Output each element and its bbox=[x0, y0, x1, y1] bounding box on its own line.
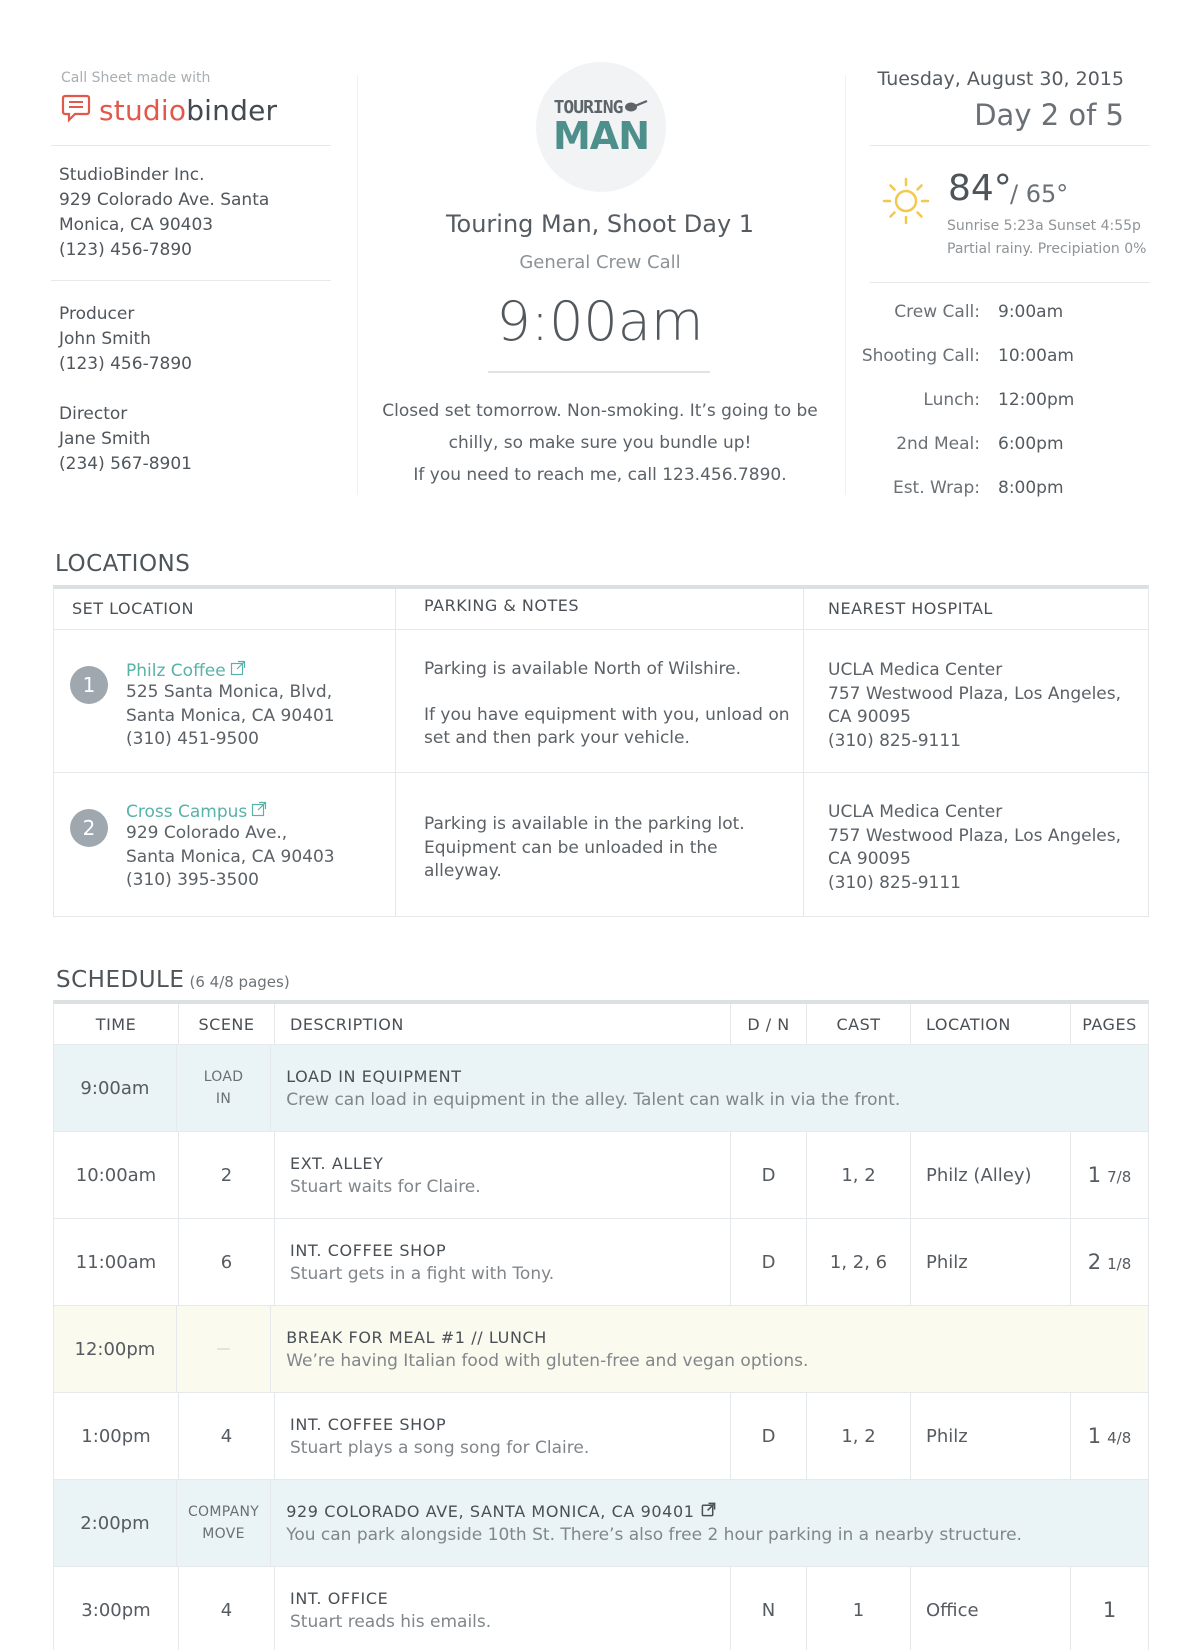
schedule-row bbox=[54, 1567, 1148, 1650]
company-name: StudioBinder Inc. bbox=[59, 165, 205, 185]
location-link[interactable] bbox=[126, 660, 335, 681]
locations-table bbox=[53, 585, 1149, 917]
row-cast: 1, 2, 6 bbox=[807, 1219, 911, 1305]
hospital-phone: (310) 825-9111 bbox=[828, 730, 961, 751]
scene-label: COMPANY bbox=[187, 1504, 260, 1520]
header-day-night: D / N bbox=[731, 1004, 807, 1044]
call-time-label: Lunch: bbox=[923, 390, 980, 410]
location-address: 525 Santa Monica, Blvd, bbox=[126, 682, 333, 702]
location-number-badge: 1 bbox=[70, 666, 108, 704]
pages-fraction: 4/8 bbox=[1107, 1429, 1132, 1447]
header-description: DESCRIPTION bbox=[275, 1004, 731, 1044]
row-scene bbox=[177, 1480, 271, 1566]
header-parking-notes: PARKING & NOTES bbox=[396, 589, 804, 629]
row-time: 12:00pm bbox=[54, 1306, 177, 1392]
hospital-phone: (310) 825-9111 bbox=[828, 872, 961, 893]
row-description bbox=[271, 1045, 1148, 1131]
description-title: INT. COFFEE SHOP bbox=[290, 1240, 447, 1260]
row-scene: 6 bbox=[179, 1219, 275, 1305]
call-time-label: Shooting Call: bbox=[861, 346, 980, 366]
hospital-address: CA 90095 bbox=[828, 707, 911, 727]
row-time: 11:00am bbox=[54, 1219, 179, 1305]
weather-forecast: Partial rainy. Precipiation 0% bbox=[947, 241, 1147, 257]
header-pages: PAGES bbox=[1082, 1014, 1137, 1034]
location-address: 929 Colorado Ave., bbox=[126, 823, 288, 843]
pages-fraction: 7/8 bbox=[1107, 1168, 1132, 1186]
divider bbox=[51, 280, 331, 281]
parking-note: Equipment can be unloaded in the bbox=[424, 837, 718, 858]
schedule-page-count: (6 4/8 pages) bbox=[189, 973, 290, 991]
row-location: Office bbox=[911, 1567, 1071, 1650]
row-location: Philz (Alley) bbox=[911, 1132, 1071, 1218]
header-cast: CAST bbox=[807, 1004, 911, 1044]
nearest-hospital-cell bbox=[804, 773, 1148, 916]
parking-note: set and then park your vehicle. bbox=[424, 728, 690, 748]
location-address: Santa Monica, CA 90403 bbox=[126, 846, 335, 867]
general-crew-call-label: General Crew Call bbox=[519, 252, 681, 273]
shoot-date: Tuesday, August 30, 2015 bbox=[877, 68, 1124, 90]
note-line: If you need to reach me, call 123.456.7890. bbox=[413, 465, 787, 485]
director-role: Director bbox=[59, 404, 128, 424]
pages-whole: 1 bbox=[1087, 1424, 1102, 1448]
parking-note: Parking is available in the parking lot. bbox=[424, 814, 745, 834]
studiobinder-logo[interactable] bbox=[61, 93, 277, 127]
scene-label: MOVE bbox=[202, 1526, 245, 1542]
locations-header-row bbox=[54, 589, 1148, 630]
call-time-row bbox=[860, 434, 1150, 478]
parking-note: Parking is available North of Wilshire. bbox=[424, 659, 742, 679]
call-time-label: Est. Wrap: bbox=[892, 478, 980, 498]
parking-note: If you have equipment with you, unload on bbox=[424, 704, 790, 725]
location-number-badge: 2 bbox=[70, 809, 108, 847]
row-description bbox=[271, 1306, 1148, 1392]
row-scene bbox=[177, 1045, 271, 1131]
divider bbox=[488, 371, 710, 373]
description-text: Stuart reads his emails. bbox=[290, 1611, 492, 1632]
brand-binder: binder bbox=[186, 93, 278, 127]
divider bbox=[870, 145, 1150, 146]
row-cast: 1, 2 bbox=[807, 1393, 911, 1479]
production-logo bbox=[536, 62, 666, 192]
hospital-name: UCLA Medica Center bbox=[828, 802, 1003, 822]
description-text: Crew can load in equipment in the alley. Talent can walk in via the front. bbox=[286, 1089, 901, 1110]
row-time: 1:00pm bbox=[54, 1393, 179, 1479]
schedule-header-row bbox=[54, 1004, 1148, 1045]
row-location: Philz bbox=[911, 1219, 1071, 1305]
call-note bbox=[370, 395, 830, 491]
schedule-table bbox=[53, 1000, 1149, 1650]
row-cast: 1, 2 bbox=[807, 1132, 911, 1218]
external-link-icon[interactable] bbox=[230, 660, 246, 681]
locations-title: LOCATIONS bbox=[55, 551, 191, 577]
call-time-row bbox=[860, 390, 1150, 434]
logo-bottom-text: MAN bbox=[552, 114, 650, 158]
pages-whole: 1 bbox=[1102, 1598, 1117, 1622]
row-time: 3:00pm bbox=[54, 1567, 179, 1650]
header-scene: SCENE bbox=[179, 1004, 275, 1044]
description-text: Stuart gets in a fight with Tony. bbox=[290, 1263, 555, 1284]
call-time-row bbox=[860, 346, 1150, 390]
hospital-address: CA 90095 bbox=[828, 849, 911, 869]
shoot-title: Touring Man, Shoot Day 1 bbox=[445, 210, 755, 238]
schedule-row bbox=[54, 1132, 1148, 1219]
chat-bubble-icon bbox=[61, 93, 91, 127]
temperature-high: 84° bbox=[948, 168, 1012, 209]
row-description bbox=[275, 1219, 731, 1305]
location-phone: (310) 451-9500 bbox=[126, 729, 259, 749]
call-time-value: 6:00pm bbox=[998, 434, 1064, 454]
pages-whole: 2 bbox=[1087, 1250, 1102, 1274]
row-pages bbox=[1071, 1219, 1148, 1305]
row-description bbox=[271, 1480, 1148, 1566]
row-scene bbox=[177, 1306, 271, 1392]
row-cast: 1 bbox=[807, 1567, 911, 1650]
producer-phone[interactable]: (123) 456-7890 bbox=[59, 354, 192, 374]
header-location: LOCATION bbox=[911, 1004, 1071, 1044]
director-contact bbox=[59, 402, 192, 477]
schedule-row bbox=[54, 1045, 1148, 1132]
row-time: 9:00am bbox=[54, 1045, 177, 1131]
pages-whole: 1 bbox=[1087, 1163, 1102, 1187]
move-address[interactable]: 929 COLORADO AVE, SANTA MONICA, CA 90401 bbox=[286, 1501, 695, 1521]
note-line: Closed set tomorrow. Non-smoking. It’s going to be bbox=[382, 401, 818, 421]
location-row bbox=[54, 630, 1148, 773]
call-time-label: 2nd Meal: bbox=[896, 434, 980, 454]
note-line: chilly, so make sure you bundle up! bbox=[448, 433, 752, 453]
description-text: Stuart waits for Claire. bbox=[290, 1176, 481, 1197]
hospital-name: UCLA Medica Center bbox=[828, 660, 1003, 680]
call-time-label: Crew Call: bbox=[894, 302, 980, 322]
schedule-title: SCHEDULE bbox=[56, 967, 185, 993]
row-day-night: N bbox=[731, 1567, 807, 1650]
call-time-row bbox=[860, 478, 1150, 522]
row-location: Philz bbox=[911, 1393, 1071, 1479]
description-title: INT. COFFEE SHOP bbox=[290, 1414, 447, 1434]
description-title: LOAD IN EQUIPMENT bbox=[286, 1066, 462, 1086]
call-time-value: 8:00pm bbox=[998, 478, 1064, 498]
move-address-link[interactable] bbox=[286, 1502, 717, 1521]
call-time-row bbox=[860, 302, 1150, 346]
description-title: INT. OFFICE bbox=[290, 1588, 389, 1608]
hospital-address: 757 Westwood Plaza, Los Angeles, bbox=[828, 683, 1122, 704]
row-description bbox=[275, 1393, 731, 1479]
company-address bbox=[59, 163, 269, 263]
brand-studio: studio bbox=[99, 93, 187, 127]
producer-role: Producer bbox=[59, 304, 135, 324]
schedule-row bbox=[54, 1393, 1148, 1480]
set-location-cell bbox=[54, 630, 396, 772]
row-description bbox=[275, 1567, 731, 1650]
row-day-night: D bbox=[731, 1132, 807, 1218]
sun-icon bbox=[880, 175, 932, 231]
row-day-night: D bbox=[731, 1219, 807, 1305]
address-line: 929 Colorado Ave. Santa bbox=[59, 190, 270, 210]
external-link-icon[interactable] bbox=[251, 801, 267, 822]
producer-name: John Smith bbox=[59, 329, 151, 349]
parking-notes-cell bbox=[396, 773, 804, 916]
scene-label: LOAD bbox=[203, 1069, 244, 1085]
row-scene: 4 bbox=[179, 1393, 275, 1479]
hospital-address: 757 Westwood Plaza, Los Angeles, bbox=[828, 825, 1122, 846]
location-row bbox=[54, 773, 1148, 916]
description-title: BREAK FOR MEAL #1 // LUNCH bbox=[286, 1327, 547, 1347]
location-address: Santa Monica, CA 90401 bbox=[126, 705, 335, 726]
shoot-day: Day 2 of 5 bbox=[974, 98, 1124, 132]
call-time-value: 10:00am bbox=[998, 346, 1074, 366]
address-line: Monica, CA 90403 bbox=[59, 215, 214, 235]
row-scene: 4 bbox=[179, 1567, 275, 1650]
row-time: 10:00am bbox=[54, 1132, 179, 1218]
temperature-low: / 65° bbox=[1010, 180, 1069, 208]
row-time: 2:00pm bbox=[54, 1480, 177, 1566]
logo-top-text: TOURING bbox=[553, 97, 623, 118]
parking-note: alleyway. bbox=[424, 861, 502, 881]
schedule-row bbox=[54, 1480, 1148, 1567]
row-pages bbox=[1071, 1393, 1148, 1479]
schedule-heading bbox=[56, 967, 290, 993]
header-nearest-hospital: NEAREST HOSPITAL bbox=[828, 599, 993, 618]
description-title: EXT. ALLEY bbox=[290, 1153, 384, 1173]
director-phone[interactable]: (234) 567-8901 bbox=[59, 454, 192, 474]
parking-notes-cell bbox=[396, 630, 804, 772]
row-pages bbox=[1071, 1132, 1148, 1218]
header-time: TIME bbox=[54, 1004, 179, 1044]
header-set-location: SET LOCATION bbox=[54, 589, 396, 629]
column-divider bbox=[357, 75, 358, 495]
location-name[interactable]: Cross Campus bbox=[126, 801, 248, 822]
general-crew-call-time: 9:00am bbox=[496, 290, 704, 353]
description-text: Stuart plays a song song for Claire. bbox=[290, 1437, 590, 1458]
location-link[interactable] bbox=[126, 801, 335, 822]
schedule-row bbox=[54, 1306, 1148, 1393]
location-name[interactable]: Philz Coffee bbox=[126, 660, 226, 681]
row-pages bbox=[1071, 1567, 1148, 1650]
set-location-cell bbox=[54, 773, 396, 916]
description-text: You can park alongside 10th St. There’s also free 2 hour parking in a nearby structure. bbox=[286, 1524, 1022, 1545]
scene-label: IN bbox=[215, 1091, 232, 1107]
divider bbox=[51, 145, 331, 146]
description-text: We’re having Italian food with gluten-free and vegan options. bbox=[286, 1350, 809, 1371]
nearest-hospital-cell bbox=[804, 630, 1148, 772]
external-link-icon[interactable] bbox=[700, 1502, 717, 1521]
row-description bbox=[275, 1132, 731, 1218]
made-with-label: Call Sheet made with bbox=[61, 70, 211, 86]
pages-fraction: 1/8 bbox=[1107, 1255, 1132, 1273]
scene-dash: — bbox=[216, 1341, 231, 1357]
row-scene: 2 bbox=[179, 1132, 275, 1218]
sunrise-sunset: Sunrise 5:23a Sunset 4:55p bbox=[947, 218, 1141, 234]
call-time-value: 9:00am bbox=[998, 302, 1064, 322]
schedule-row bbox=[54, 1219, 1148, 1306]
company-phone: (123) 456-7890 bbox=[59, 240, 192, 260]
director-name: Jane Smith bbox=[59, 429, 151, 449]
location-phone: (310) 395-3500 bbox=[126, 870, 259, 890]
producer-contact bbox=[59, 302, 192, 377]
row-day-night: D bbox=[731, 1393, 807, 1479]
column-divider bbox=[845, 75, 846, 495]
divider bbox=[870, 282, 1150, 283]
call-time-value: 12:00pm bbox=[998, 390, 1075, 410]
call-times-list bbox=[860, 302, 1150, 522]
